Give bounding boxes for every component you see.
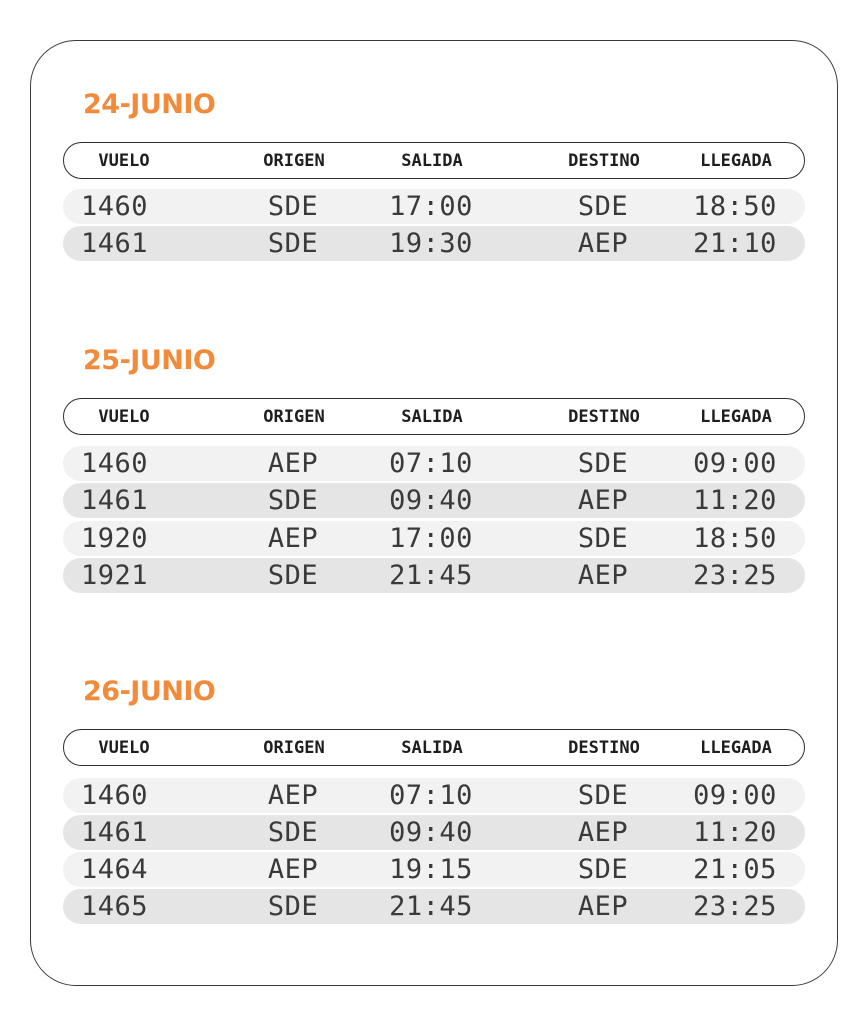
arrival-time: 09:00 (693, 448, 777, 479)
departure-time: 21:45 (389, 891, 473, 922)
arrival-time: 18:50 (693, 523, 777, 554)
day-title: 24-JUNIO (83, 89, 216, 120)
departure-time: 07:10 (389, 780, 473, 811)
table-row (63, 189, 805, 224)
header-llegada: LLEGADA (700, 406, 772, 427)
origin: AEP (267, 448, 319, 479)
header-salida: SALIDA (401, 406, 463, 427)
flight-number: 1461 (81, 817, 149, 848)
departure-time: 09:40 (389, 485, 473, 516)
table-row (63, 446, 805, 481)
table-header (63, 398, 805, 435)
header-vuelo: VUELO (98, 150, 150, 171)
destination: SDE (577, 191, 629, 222)
arrival-time: 21:05 (693, 854, 777, 885)
table-row (63, 226, 805, 261)
table-row (63, 483, 805, 518)
arrival-time: 21:10 (693, 228, 777, 259)
destination: AEP (577, 817, 629, 848)
table-row (63, 852, 805, 887)
origin: SDE (267, 560, 319, 591)
header-origen: ORIGEN (263, 150, 325, 171)
header-destino: DESTINO (568, 406, 640, 427)
table-header (63, 142, 805, 179)
destination: SDE (577, 854, 629, 885)
header-llegada: LLEGADA (700, 150, 772, 171)
arrival-time: 09:00 (693, 780, 777, 811)
flight-number: 1920 (81, 523, 149, 554)
header-origen: ORIGEN (263, 406, 325, 427)
header-vuelo: VUELO (98, 737, 150, 758)
arrival-time: 18:50 (693, 191, 777, 222)
origin: SDE (267, 191, 319, 222)
destination: SDE (577, 448, 629, 479)
arrival-time: 11:20 (693, 485, 777, 516)
origin: AEP (267, 780, 319, 811)
flight-number: 1461 (81, 228, 149, 259)
departure-time: 09:40 (389, 817, 473, 848)
day-title: 26-JUNIO (83, 676, 216, 707)
destination: SDE (577, 780, 629, 811)
destination: AEP (577, 485, 629, 516)
table-row (63, 889, 805, 924)
flight-number: 1465 (81, 891, 149, 922)
origin: SDE (267, 891, 319, 922)
flight-number: 1464 (81, 854, 149, 885)
header-origen: ORIGEN (263, 737, 325, 758)
origin: AEP (267, 523, 319, 554)
table-row (63, 521, 805, 556)
header-llegada: LLEGADA (700, 737, 772, 758)
departure-time: 17:00 (389, 191, 473, 222)
origin: AEP (267, 854, 319, 885)
table-row (63, 815, 805, 850)
flight-number: 1461 (81, 485, 149, 516)
arrival-time: 23:25 (693, 560, 777, 591)
origin: SDE (267, 817, 319, 848)
destination: AEP (577, 891, 629, 922)
destination: AEP (577, 228, 629, 259)
origin: SDE (267, 485, 319, 516)
table-header (63, 729, 805, 766)
destination: SDE (577, 523, 629, 554)
departure-time: 19:15 (389, 854, 473, 885)
day-title: 25-JUNIO (83, 345, 216, 376)
header-salida: SALIDA (401, 150, 463, 171)
arrival-time: 23:25 (693, 891, 777, 922)
origin: SDE (267, 228, 319, 259)
header-salida: SALIDA (401, 737, 463, 758)
flight-number: 1460 (81, 448, 149, 479)
destination: AEP (577, 560, 629, 591)
flight-number: 1921 (81, 560, 149, 591)
header-destino: DESTINO (568, 150, 640, 171)
table-row (63, 558, 805, 593)
header-vuelo: VUELO (98, 406, 150, 427)
departure-time: 19:30 (389, 228, 473, 259)
departure-time: 21:45 (389, 560, 473, 591)
arrival-time: 11:20 (693, 817, 777, 848)
flight-number: 1460 (81, 191, 149, 222)
header-destino: DESTINO (568, 737, 640, 758)
departure-time: 17:00 (389, 523, 473, 554)
table-row (63, 778, 805, 813)
departure-time: 07:10 (389, 448, 473, 479)
flight-number: 1460 (81, 780, 149, 811)
